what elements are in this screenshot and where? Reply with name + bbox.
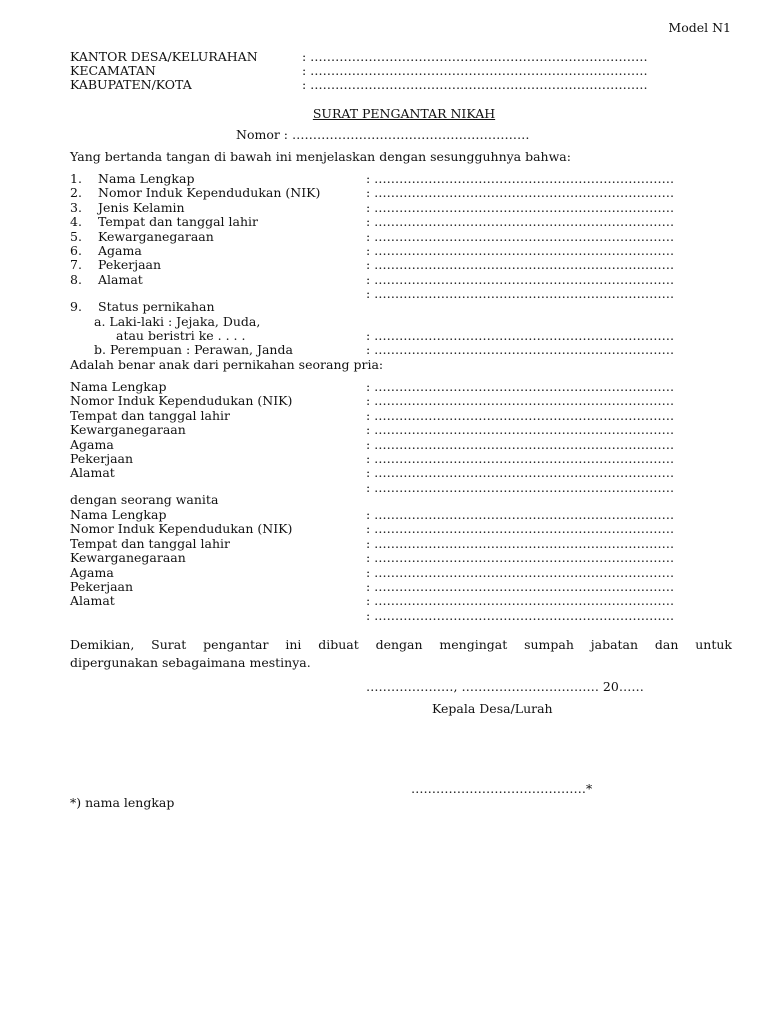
field-fill: : ……………………………………………………………… bbox=[366, 228, 675, 244]
header-kabupaten-kota bbox=[70, 78, 648, 93]
row-label: Nama Lengkap bbox=[98, 171, 195, 186]
closing-paragraph bbox=[70, 636, 732, 672]
signer-title: Kepala Desa/Lurah bbox=[432, 701, 553, 716]
field-fill: : ……………………………………………………………… bbox=[366, 243, 675, 258]
footnote: *) nama lengkap bbox=[70, 795, 175, 810]
row-label: Kewarganegaraan bbox=[98, 228, 214, 244]
field-fill: : ……………………………………………………………… bbox=[366, 607, 675, 623]
field-fill: : ……………………………………………………………… bbox=[366, 379, 675, 394]
header-label: KABUPATEN/KOTA bbox=[70, 77, 192, 92]
intro-text: Yang bertanda tangan di bawah ini menjelaskan dengan sesungguhnya bahwa: bbox=[70, 149, 571, 164]
field-fill: : ……………………………………………………………… bbox=[366, 422, 675, 438]
header-fill: : ……………………………………………………………………… bbox=[302, 49, 648, 64]
pria-intro: Adalah benar anak dari pernikahan seorang pria: bbox=[70, 357, 384, 372]
field-row bbox=[70, 215, 258, 230]
row-number: 8. bbox=[70, 271, 82, 287]
row-number: 2. bbox=[70, 185, 82, 201]
signature-line: ……………………………………* bbox=[411, 781, 593, 796]
field-label: Kewarganegaraan bbox=[70, 422, 186, 438]
field-fill: : ……………………………………………………………… bbox=[366, 451, 675, 466]
field-fill: : ……………………………………………………………… bbox=[366, 535, 675, 551]
row-label: Nomor Induk Kependudukan (NIK) bbox=[98, 185, 321, 201]
closing-line-1: Demikian, Surat pengantar ini dibuat dengan mengingat sumpah jabatan dan untuk bbox=[70, 637, 732, 652]
field-fill: : ……………………………………………………………… bbox=[366, 593, 675, 609]
row-number: 9. bbox=[70, 299, 82, 314]
row-label: Tempat dan tanggal lahir bbox=[98, 214, 258, 230]
field-fill: : ……………………………………………………………… bbox=[366, 465, 675, 481]
status-b-label: b. Perempuan : Perawan, Janda bbox=[94, 342, 293, 357]
row-label: Agama bbox=[98, 243, 142, 258]
field-row bbox=[70, 258, 161, 273]
model-label: Model N1 bbox=[668, 20, 731, 35]
field-row bbox=[70, 186, 320, 201]
row-number: 6. bbox=[70, 243, 82, 258]
field-label: Alamat bbox=[70, 465, 115, 481]
field-fill: : ……………………………………………………………… bbox=[366, 257, 675, 273]
field-fill: : ……………………………………………………………… bbox=[366, 271, 675, 287]
status-a-fill: : ……………………………………………………………… bbox=[366, 328, 675, 343]
header-label: KANTOR DESA/KELURAHAN bbox=[70, 49, 258, 64]
field-fill: : ……………………………………………………………… bbox=[366, 286, 675, 302]
field-row bbox=[70, 172, 194, 187]
field-fill: : ……………………………………………………………… bbox=[366, 393, 675, 409]
field-fill: : ……………………………………………………………… bbox=[366, 550, 675, 566]
row-label: Status pernikahan bbox=[98, 299, 215, 314]
wanita-intro: dengan seorang wanita bbox=[70, 492, 219, 507]
field-label: Tempat dan tanggal lahir bbox=[70, 535, 230, 551]
status-a-label: a. Laki-laki : Jejaka, Duda, bbox=[94, 314, 261, 329]
field-fill: : ……………………………………………………………… bbox=[366, 507, 675, 522]
closing-line-2: dipergunakan sebagaimana mestinya. bbox=[70, 655, 311, 670]
row-label: Jenis Kelamin bbox=[98, 199, 185, 215]
row-number: 7. bbox=[70, 257, 82, 273]
field-fill: : ……………………………………………………………… bbox=[366, 436, 675, 452]
header-fill: : ……………………………………………………………………… bbox=[302, 77, 648, 92]
row-label: Pekerjaan bbox=[98, 257, 162, 273]
field-fill: : ……………………………………………………………… bbox=[366, 564, 675, 580]
field-label: Agama bbox=[70, 436, 114, 452]
field-fill: : ……………………………………………………………… bbox=[366, 199, 675, 215]
field-label: Alamat bbox=[70, 593, 115, 609]
field-fill: : ……………………………………………………………… bbox=[366, 521, 675, 537]
field-label: Agama bbox=[70, 564, 114, 580]
field-label: Nomor Induk Kependudukan (NIK) bbox=[70, 393, 293, 409]
field-fill: : ……………………………………………………………… bbox=[366, 479, 675, 495]
field-row bbox=[70, 273, 143, 288]
row-number: 4. bbox=[70, 214, 82, 230]
field-row bbox=[70, 230, 214, 245]
field-label: Pekerjaan bbox=[70, 451, 134, 466]
field-row bbox=[70, 244, 142, 259]
status-a-continuation: atau beristri ke . . . . bbox=[116, 328, 246, 343]
field-label: Nama Lengkap bbox=[70, 507, 167, 522]
field-label: Nama Lengkap bbox=[70, 379, 167, 394]
date-line: …………………, …………………………… 20…… bbox=[366, 679, 644, 694]
field-label: Pekerjaan bbox=[70, 579, 134, 594]
field-label: Nomor Induk Kependudukan (NIK) bbox=[70, 521, 293, 537]
field-label: Tempat dan tanggal lahir bbox=[70, 407, 230, 423]
field-fill: : ……………………………………………………………… bbox=[366, 185, 675, 201]
row-number: 3. bbox=[70, 199, 82, 215]
header-fill: : ……………………………………………………………………… bbox=[302, 63, 648, 78]
field-fill: : ……………………………………………………………… bbox=[366, 214, 675, 230]
document-title: SURAT PENGANTAR NIKAH bbox=[312, 106, 496, 121]
status-row bbox=[70, 300, 215, 315]
header-label: KECAMATAN bbox=[70, 63, 156, 78]
field-label: Kewarganegaraan bbox=[70, 550, 186, 566]
field-fill: : ……………………………………………………………… bbox=[366, 171, 675, 186]
row-number: 1. bbox=[70, 171, 82, 186]
field-fill: : ……………………………………………………………… bbox=[366, 579, 675, 594]
document-number: Nomor : ………………………………………………… bbox=[236, 127, 530, 142]
row-number: 5. bbox=[70, 228, 82, 244]
field-row bbox=[70, 201, 185, 216]
field-fill: : ……………………………………………………………… bbox=[366, 407, 675, 423]
row-label: Alamat bbox=[98, 271, 143, 287]
status-b-fill: : ……………………………………………………………… bbox=[366, 342, 675, 357]
